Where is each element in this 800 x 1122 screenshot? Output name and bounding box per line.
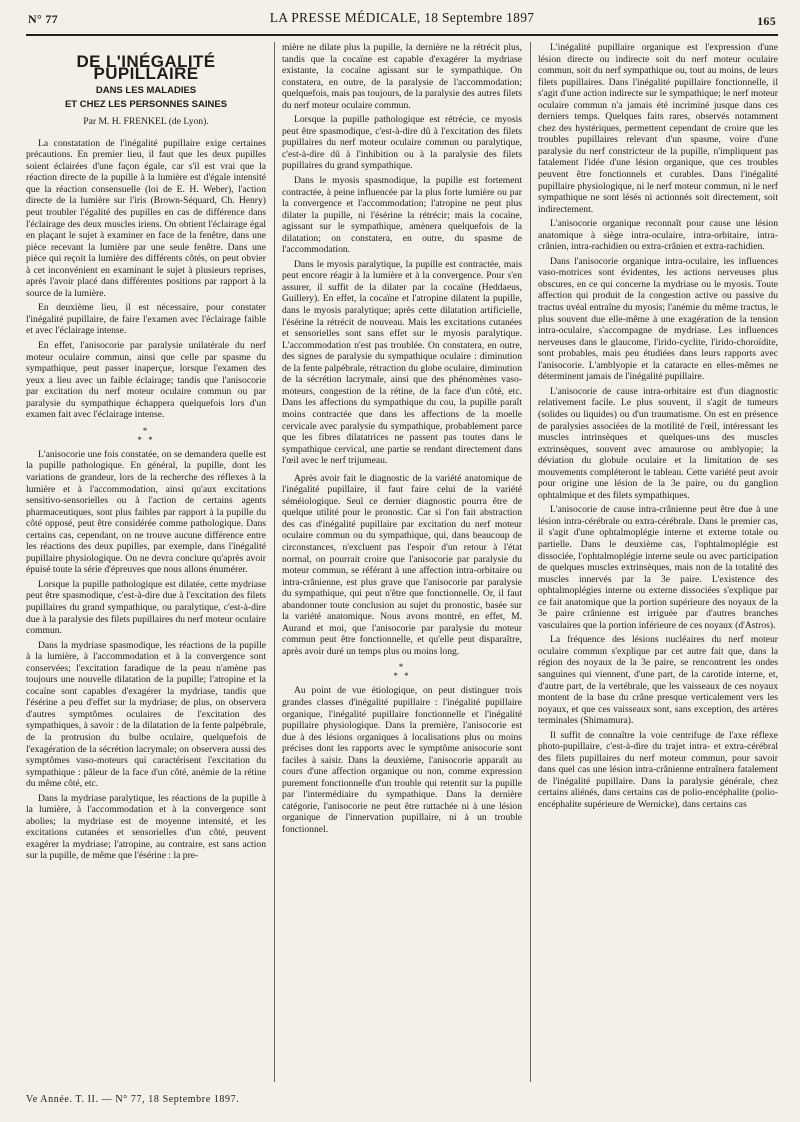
paragraph: Lorsque la pupille pathologique est dilatée, cette mydriase peut être spasmodique, c'est-à-dire due à l'excitation des filets pupillaires du grand sympathique, ou paralytique, c'est-à-dire due à la paralysie des filets pupillaires du nerf moteur oculaire commun. <box>26 578 266 637</box>
article-columns <box>26 42 778 1082</box>
issue-number: N° 77 <box>28 12 58 26</box>
column-2 <box>282 42 522 1082</box>
header-rule <box>26 34 778 36</box>
paragraph: Au point de vue étiologique, on peut distinguer trois grandes classes d'inégalité pupillaire : l'inégalité pupillaire organique, l'inégalité pupillaire fonctionnelle et l'inégalité pupillaire physiologique. Dans la première, l'anisocorie est due à des lésions organiques à localisations plus ou moins précises dont les rapports avec le symptôme anisocorie sont faciles à saisir. Dans la deuxième, l'anisocorie apparaît au cours d'une affection organique ou non, comme expression purement fonctionnelle d'un trouble qui retentit sur la pupille par l'intermédiaire du sympathique. Dans la dernière catégorie, l'anisocorie ne peut être rattachée ni à une lésion organique de l'innervation pupillaire, ni à un trouble fonctionnel. <box>282 685 522 835</box>
volume-footer: Ve Année. T. II. — N° 77, 18 Septembre 1897. <box>26 1094 240 1105</box>
paragraph: Il suffit de connaître la voie centrifuge de l'axe réflexe photo-pupillaire, c'est-à-dire du trajet intra- et extra-cérébral des filets pupillaires du nerf moteur commun, pour savoir dans quel cas une lésion intra-crânienne entraînera fatalement de l'inégalité pupillaire. Dans la paralysie générale, chez certains aliénés, dans certains cas de polio-encéphalite (polio-encéphalite supérieure de Wernicke), dans certains cas <box>538 729 778 810</box>
column-divider <box>274 42 275 1082</box>
running-header <box>26 8 778 30</box>
paragraph: Lorsque la pupille pathologique est rétrécie, ce myosis peut être spasmodique, c'est-à-dire dû à l'excitation des filets pupillaires du nerf moteur oculaire commun ou paralytique, c'est-à-dire dû à l'inhibition ou à la paralysie des filets pupillaires du grand sympathique. <box>282 114 522 172</box>
section-separator: * * * <box>393 662 411 682</box>
article-title: DE L'INÉGALITÉ PUPILLAIRE <box>76 52 216 83</box>
paragraph: L'anisocorie de cause intra-crânienne peut être due à une lésion intra-cérébrale ou extra-cérébrale. Dans le premier cas, il s'agit d'une ophtalmoplégie interne et externe totale ou partielle. Dans le deuxième cas, l'ophtalmoplégie est dissociée, l'ophtalmoplégie interne seule ou avec participation de quelques muscles extrinsèques, mais non de la totalité des muscles innervés par la 3e paire. L'existence des ophtalmoplégies interne ou externe dissociées s'explique par ce fait anatomique que la portion supérieure des noyaux de la 3e paire crânienne est irriguée par d'autres branches vasculaires que la portion inférieure de ces noyaux (d'Astros). <box>538 504 778 631</box>
paragraph: L'anisocorie une fois constatée, on se demandera quelle est la pupille pathologique. En général, la pupille, dont les variations de grandeur, lors de la recherche des réflexes à la lumière et à l'accommodation, ainsi qu'aux excitations sensitivo-sensorielles ou à l'action de certains agents pharmaceutiques, sont plus faibles par rapport à la pupille du côté opposé, peut être considérée comme pathologique. Dans certains cas, cependant, on ne trouve aucune différence entre les réactions des deux pupilles, par exemple, dans l'inégalité pupillaire physiologique. On ne devra conclure qu'après avoir épuisé toute la série d'épreuves que nous allons énumérer. <box>26 448 266 576</box>
section-separator: * * * <box>137 425 155 445</box>
article-subtitle-1: DANS LES MALADIES <box>95 85 197 97</box>
paragraph: L'inégalité pupillaire organique est l'expression d'une lésion directe ou indirecte soit du nerf moteur oculaire commun, soit du nerf sympathique ou, tout au moins, de leurs filets pupillaires. Dans l'inégalité pupillaire fonctionnelle, il s'agit d'une action indirecte sur le sympathique; le nerf moteur oculaire commun n'a jamais été incriminé jusque dans ces derniers temps. Quelques faits rares, observés notamment chez des hystériques, permettent cependant de croire que les troubles pupillaires relevant d'un spasme, voire d'une paralysie du nerf constricteur de la pupille, n'impliquent pas fatalement l'idée d'une lésion organique, que ces troubles peuvent être fonctionnels et curables. Dans l'inégalité pupillaire physiologique, ni le nerf moteur commun, ni le nerf sympathique ne sont lésés ni actionnés soit directement, soit indirectement. <box>538 42 778 215</box>
column-1 <box>26 42 266 1082</box>
paragraph: En effet, l'anisocorie par paralysie unilatérale du nerf moteur oculaire commun, ainsi que celle par spasme du sympathique, peut passer inaperçue, lorsque l'examen des yeux a lieu avec un faible éclairage; tandis que l'anisocorie par excitation du nerf moteur oculaire commun ou par paralysie du sympathique échappera quelquefois lors d'un examen fait avec l'éclairage intense. <box>26 340 266 421</box>
paragraph: En deuxième lieu, il est nécessaire, pour constater l'inégalité pupillaire, de faire l'examen avec l'éclairage faible et avec l'éclairage intense. <box>26 302 266 337</box>
paragraph: Dans la mydriase spasmodique, les réactions de la pupille à la lumière, à l'accommodation et à la convergence sont conservées; l'excitation faradique de la peau n'amène pas toujours une nouvelle dilatation de la pupille; l'atropine et la cocaïne sont capables d'exagérer la mydriase, tandis que l'ésérine a peu d'effet sur la mydriase; de plus, on observera d'autres symptômes oculaires de l'excitation des sympathiques, à savoir : de la dilatation de la fente palpébrale, de la protrusion du bulbe oculaire, quelquefois de l'exagération de la sécrétion lacrymale; on observera aussi des symptômes vaso-moteurs qui caractérisent l'excitation du sympathique : pâleur de la face d'un côté, anémie de la rétine du même côté, etc. <box>26 639 266 790</box>
paragraph: L'anisocorie de cause intra-orbitaire est d'un diagnostic relativement facile. Le plus souvent, il s'agit de tumeurs (solides ou liquides) ou d'un traumatisme. On est en présence de paralysies associées de la motilité de l'œil, intéressant les muscles intrinsèques et quelques-uns des muscles extrinsèques, souvent avec amaurose ou amblyopie; la déviation du globule oculaire et la limitation de ses mouvements compléteront le tableau. Cette variété peut avoir pour origine une lésion de la 3e paire, ou du ganglion ophtalmique et des filets sympathiques. <box>538 385 778 501</box>
paragraph: L'anisocorie organique reconnaît pour cause une lésion anatomique à siège intra-oculaire, intra-orbitaire, intra-crânien, intra-rachidien ou extra-crânien et extra-rachidien. <box>538 218 778 253</box>
paragraph: Dans la mydriase paralytique, les réactions de la pupille à la lumière, à l'accommodation et à la convergence sont abolies; la mydriase est de moyenne intensité, et les excitations cutanées et sensorielles d'un côté, peuvent exagérer la mydriase; l'atropine, au contraire, est sans action sur la pupille, de même que l'ésérine : la pre- <box>26 792 266 862</box>
paragraph: Dans le myosis paralytique, la pupille est contractée, mais peut encore réagir à la lumière et à la convergence. Pour s'en assurer, il suffit de la dilater par la cocaïne (Heddaeus, Guillery). En effet, la cocaïne et l'atropine dilatent la pupille, dans le myosis paralytique; après cette dilatation artificielle, l'ésérine la rétrécit de nouveau. Mais les excitations cutanées et sensorielles sont sans effet sur le myosis paralytique. L'accommodation n'est pas troublée. On constatera, en outre, des signes de paralysie du sympathique oculaire : diminution de la fente palpébrale, rétraction du globe oculaire, diminution de la sécrétion lacrymale, ainsi que des phénomènes vaso-moteurs, congestion de la rétine, de la face d'un côté, etc. Dans les affections du sympathique du cou, la pupille paraît moins contractée que dans les affections de la moelle cervicale avec paralysie du sympathique, probablement parce que les fibres dilatatrices ne passent pas toutes dans le sympathique cervical, une partie se rendant directement dans l'œil avec le nerf trijumeau. <box>282 258 522 467</box>
paragraph: Dans le myosis spasmodique, la pupille est fortement contractée, à peine influencée par la plus forte lumière ou par la convergence et l'accommodation; l'atropine ne peut plus dilater la pupille, ni l'ésérine la rétrécir; mais la cocaïne, agissant sur le sympathique, amènera quelquefois de la dilatation; on constatera, en outre, du spasme de l'accommodation. <box>282 175 522 256</box>
column-3 <box>538 42 778 1082</box>
column-divider <box>530 42 531 1082</box>
newspaper-page <box>26 0 778 1122</box>
paragraph: La constatation de l'inégalité pupillaire exige certaines précautions. En premier lieu, il faut que les deux pupilles soient éclairées d'une façon égale, car s'il est vrai que la réaction directe de la pupille à la lumière est d'égale intensité que la réaction consensuelle (loi de E. H. Weber), l'action directe de la lumière sur l'iris (Brown-Séquard, Ch. Henry) peut troubler l'égalité des pupilles en cas de différence dans l'éclairage des deux muscles iriens. On obtient l'éclairage égal en plaçant le sujet à examiner en face de la fenêtre, dans une pièce recevant la lumière par une seule fenêtre. Dans une pièce qui reçoit la lumière des différents côtés, on peut obvier à cet inconvénient en examinant le sujet à plusieurs reprises, après l'avoir placé dans différentes positions par rapport à la source de la lumière. <box>26 137 266 299</box>
paragraph: La fréquence des lésions nucléaires du nerf moteur oculaire commun s'explique par cet autre fait que, dans la région des noyaux de la 3e paire, se rencontrent les ondes sanguines qui viennent, d'une part, de la carotide interne, et, d'autre part, de la vertébrale, que les vaisseaux de ces noyaux montent de la base du crâne presque verticalement vers les noyaux, et que ces vaisseaux sont, sans exception, des artères terminales (Shimamura). <box>538 634 778 727</box>
journal-title: LA PRESSE MÉDICALE, 18 Septembre 1897 <box>269 10 535 25</box>
paragraph: Après avoir fait le diagnostic de la variété anatomique de l'inégalité pupillaire, il faut faire celui de la variété séméiologique. Seul ce dernier diagnostic pourra être de quelque utilité pour le pronostic. Car si l'on fait abstraction des cas d'inégalité pupillaire par excitation du nerf moteur oculaire commun ou du sympathique, qui, dans beaucoup de circonstances, n'excluent pas l'espoir d'un retour à l'état normal, on pourrait croire que l'anisocorie par paralysie du moteur commun, se référant à une affection intra-orbitaire ou intra-crânienne, est plus grave que l'anisocorie par paralysie du sympathique, qui peut n'être que fonctionnelle. Or, il faut abandonner toute conclusion au sujet du pronostic, basée sur la variété anatomique. Nous avons montré, en effet, M. Aurand et moi, que l'anisocorie par paralysie du moteur commun peut être fonctionnelle, et qu'elle peut disparaître, après avoir duré un temps plus ou moins long. <box>282 472 522 657</box>
article-author: Par M. H. FRENKEL (de Lyon). <box>83 116 209 128</box>
paragraph: mière ne dilate plus la pupille, la dernière ne la rétrécit plus, tandis que la cocaïne est capable d'exagérer la mydriase existante, la cocaïne agissant sur le sympathique. On constatera, en outre, de la paralysie de l'accommodation; quelquefois, mais pas toujours, de la paralysie des autres filets du nerf moteur oculaire commun. <box>282 42 522 111</box>
page-number: 165 <box>757 14 776 28</box>
paragraph: Dans l'anisocorie organique intra-oculaire, les influences vaso-motrices sont évidentes, les actions nerveuses plus obscures, en ce qui concerne la mydriase ou le myosis. Toute affection qui produit de la congestion active ou passive du tractus uvéal entraîne du myosis; l'anémie du même tractus, le plus souvent due elle-même à une exagération de la tension intra-oculaire, s'accompagne de mydriase. Les influences nerveuses dans le glaucome, l'irido-cyclite, l'irido-choroïdite, sont probables, mais peu étudiées dans leurs rapports avec l'anisocorie. L'amblyopie et la cataracte en elles-mêmes ne déterminent jamais de l'inégalité pupillaire. <box>538 255 778 383</box>
article-subtitle-2: ET CHEZ LES PERSONNES SAINES <box>64 98 228 110</box>
